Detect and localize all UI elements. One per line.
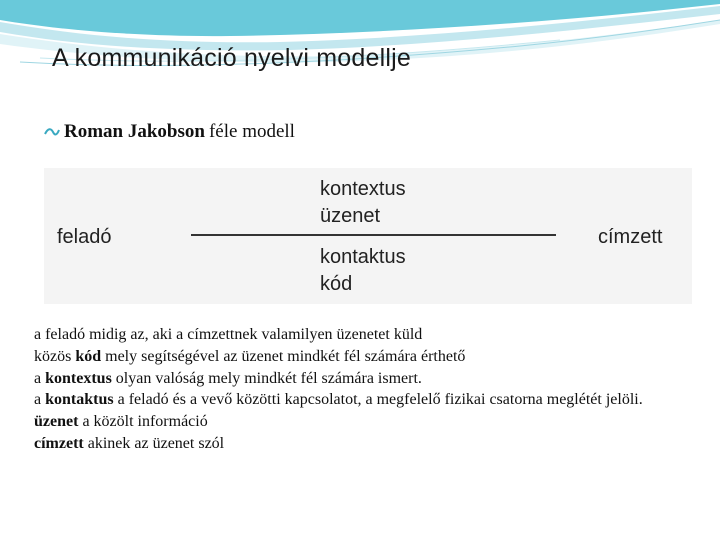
diagram-message: üzenet bbox=[320, 205, 381, 227]
diagram-contact: kontaktus bbox=[320, 246, 406, 268]
definition-text: a közölt információ bbox=[78, 413, 208, 431]
definition-sender bbox=[34, 324, 674, 346]
wave-bullet-icon bbox=[44, 126, 60, 138]
definition-contact bbox=[34, 389, 674, 411]
definition-pre: a bbox=[34, 391, 46, 409]
page-title: A kommunikáció nyelvi modellje bbox=[52, 44, 411, 72]
bullet-bold-text: Roman Jakobson bbox=[64, 121, 205, 142]
definition-term: kód bbox=[75, 347, 102, 365]
definition-term: kontextus bbox=[45, 369, 112, 387]
definition-text: akinek az üzenet szól bbox=[83, 434, 225, 452]
definition-pre: közös bbox=[34, 347, 76, 365]
bullet-item bbox=[44, 121, 295, 143]
definition-term: üzenet bbox=[34, 413, 79, 431]
definition-context bbox=[34, 368, 674, 390]
definition-pre: a bbox=[34, 369, 46, 387]
definitions-text bbox=[34, 324, 674, 455]
definition-term: címzett bbox=[34, 434, 84, 452]
definition-receiver bbox=[34, 433, 674, 455]
diagram-context: kontextus bbox=[320, 178, 406, 200]
definition-text: mely segítségével az üzenet mindkét fél számára érthető bbox=[101, 347, 466, 365]
definition-text: a feladó midig az, aki a címzettnek valamilyen üzenetet küld bbox=[34, 326, 423, 343]
definition-term: kontaktus bbox=[45, 391, 114, 409]
diagram-receiver: címzett bbox=[598, 226, 663, 248]
diagram-sender: feladó bbox=[57, 226, 112, 248]
diagram-channel-line bbox=[191, 234, 556, 236]
definition-text: olyan valóság mely mindkét fél számára ismert. bbox=[111, 369, 422, 387]
communication-diagram bbox=[44, 168, 692, 304]
definition-text: a feladó és a vevő közötti kapcsolatot, a megfelelő fizikai csatorna meglétét jelöli. bbox=[113, 391, 643, 409]
bullet-rest-text: féle modell bbox=[208, 121, 295, 142]
definition-message bbox=[34, 411, 674, 433]
definition-code bbox=[34, 346, 674, 368]
diagram-code: kód bbox=[320, 273, 353, 295]
